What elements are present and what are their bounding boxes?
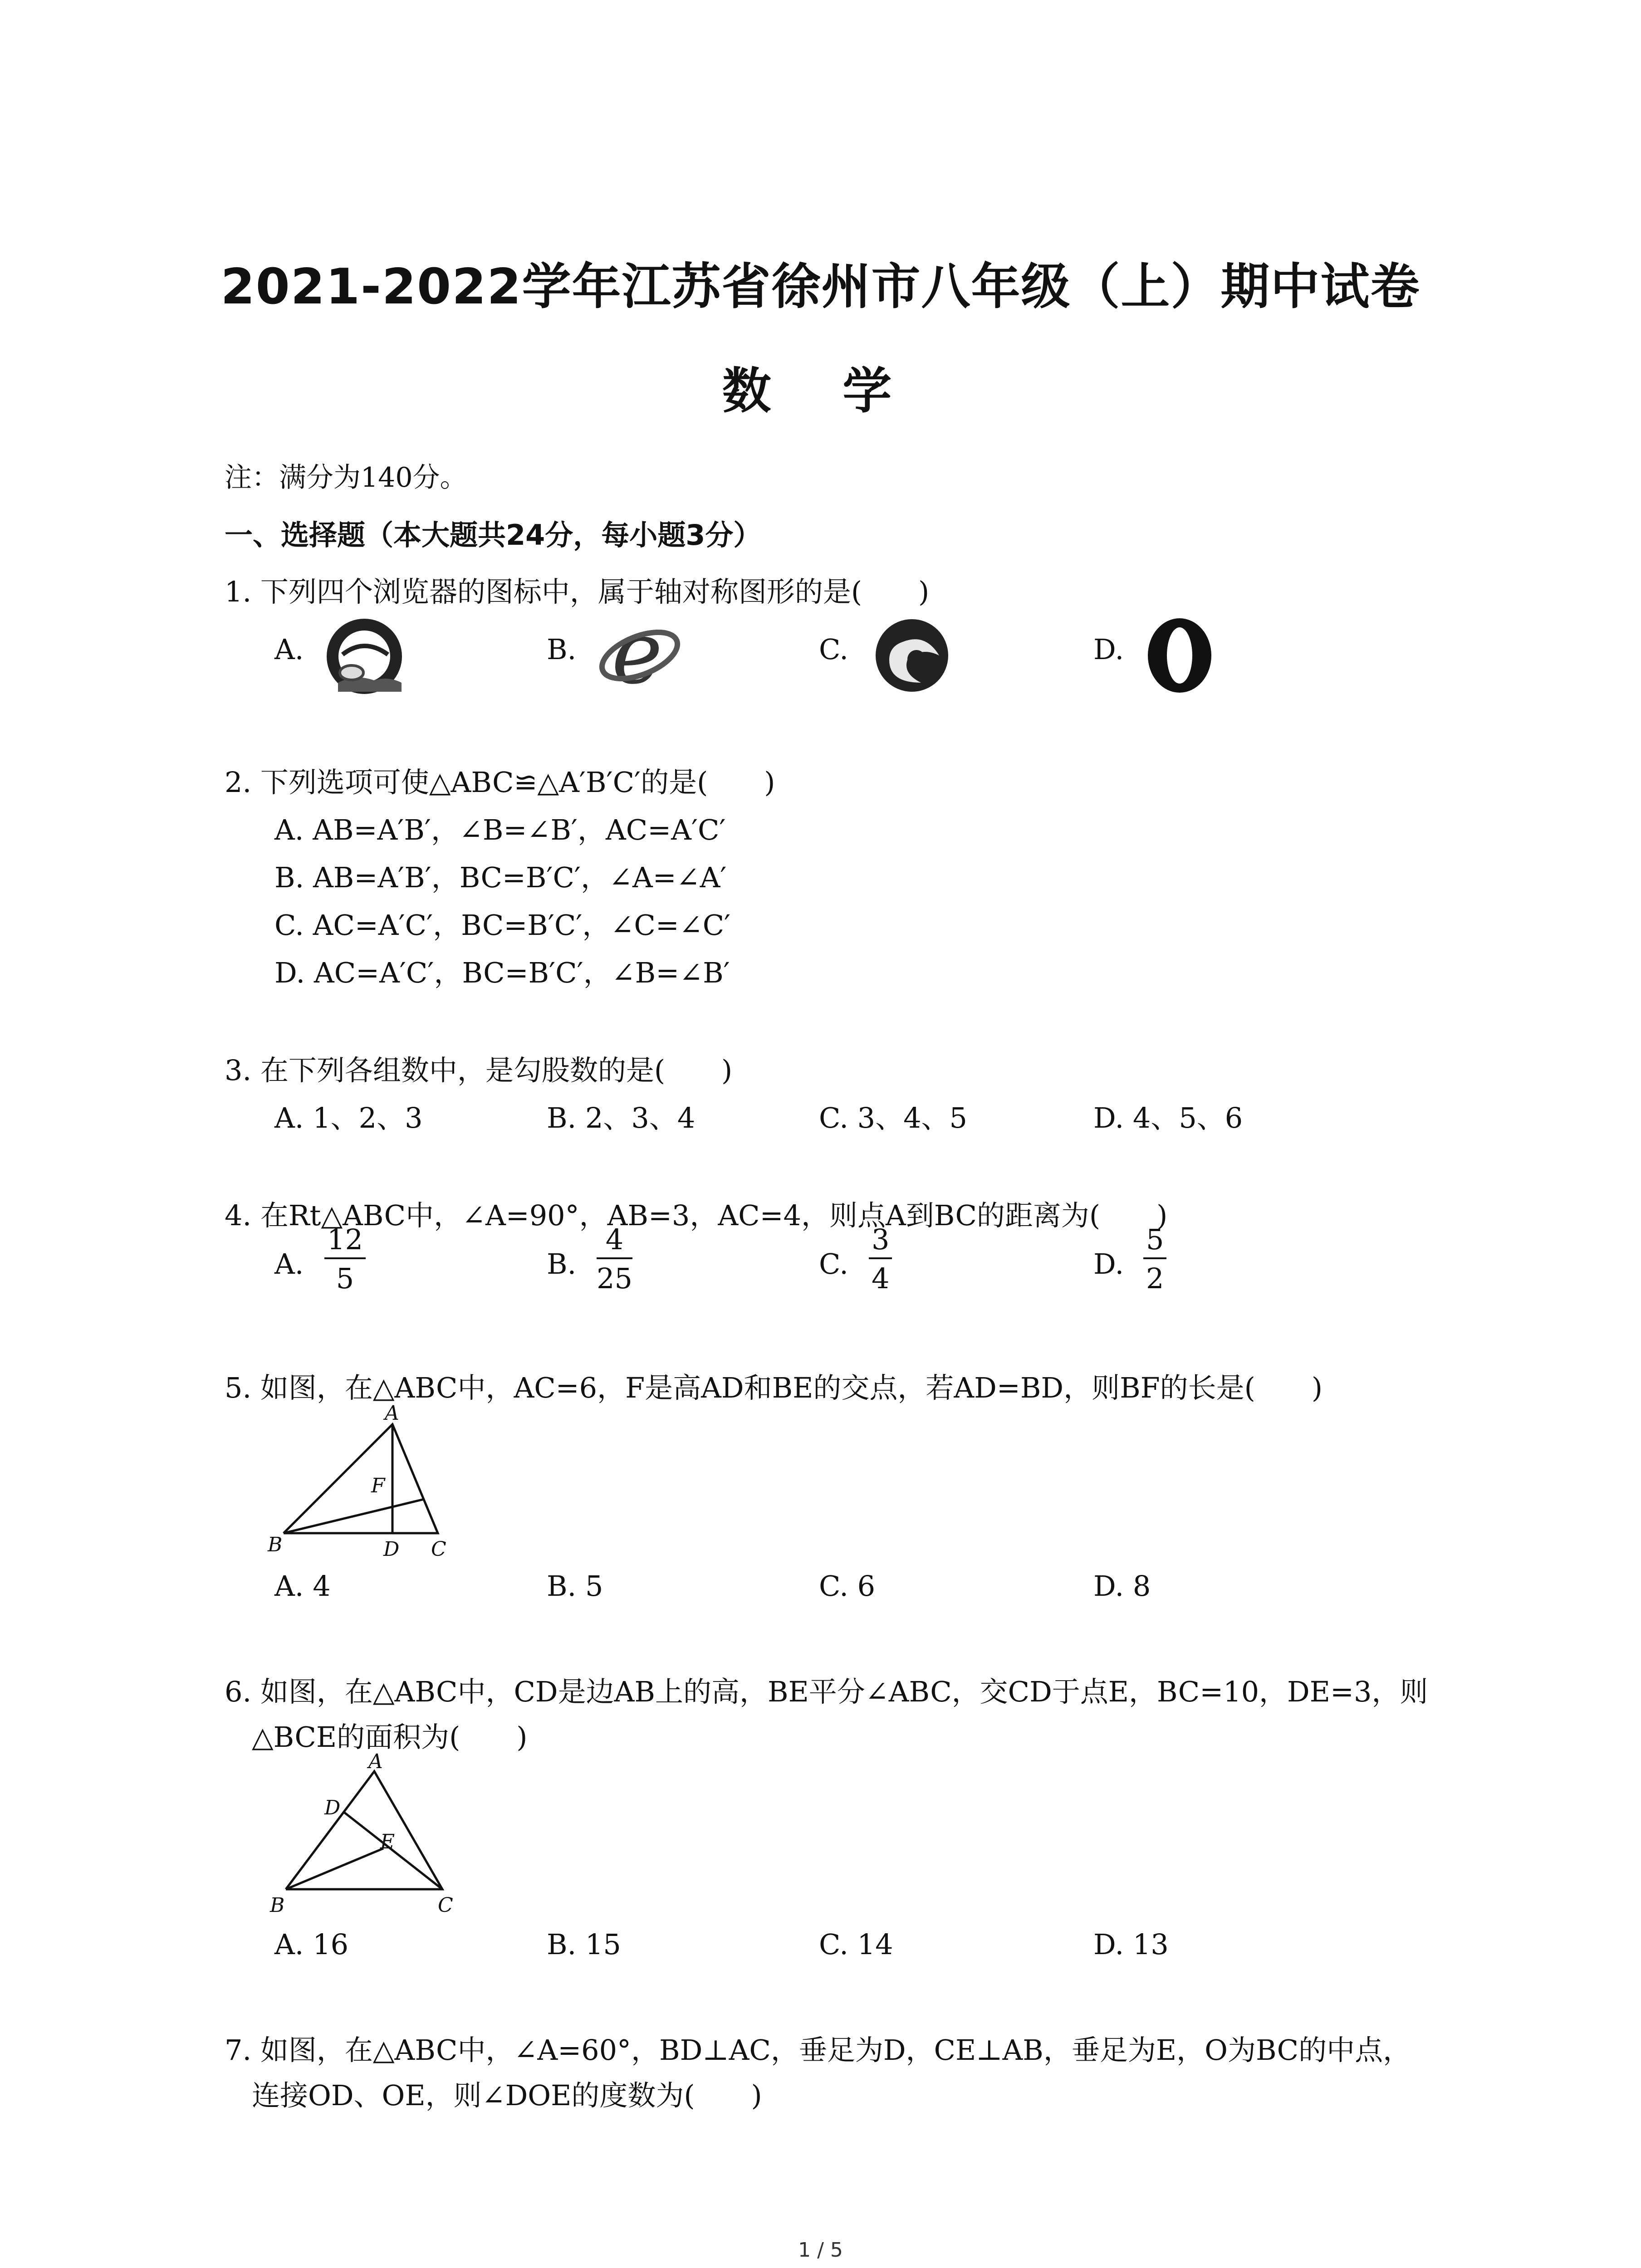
q4-a-numerator: 12 — [324, 1225, 366, 1259]
q4-option-d-fraction — [1143, 1225, 1166, 1294]
q6-option-a: A. 16 — [274, 1928, 349, 1961]
q5-option-d: D. 8 — [1093, 1569, 1151, 1603]
question-3-stem: 3. 在下列各组数中，是勾股数的是( ) — [225, 1054, 733, 1087]
page-number: 1 / 5 — [798, 2239, 843, 2262]
q3-option-d: D. 4、5、6 — [1093, 1101, 1243, 1134]
q5-option-b: B. 5 — [547, 1569, 603, 1603]
q6-label-b: B — [270, 1894, 285, 1917]
q1-option-a-label: A. — [274, 633, 304, 666]
q6-triangle-figure — [263, 1750, 472, 1919]
question-6-stem-line2: △BCE的面积为( ) — [252, 1721, 528, 1754]
edge-icon — [871, 615, 953, 696]
q6-label-e: E — [380, 1830, 395, 1853]
q4-option-d-label: D. — [1093, 1247, 1124, 1281]
q6-label-c: C — [438, 1894, 453, 1917]
svg-text:e: e — [612, 603, 663, 703]
question-7-stem-line1: 7. 如图，在△ABC中，∠A=60°，BD⊥AC，垂足为D，CE⊥AB，垂足为E，O为BC的中点， — [225, 2033, 1411, 2067]
question-7-stem-line2: 连接OD、OE，则∠DOE的度数为( ) — [252, 2079, 762, 2112]
q5-option-c: C. 6 — [819, 1569, 876, 1603]
q2-option-a: A. AB=A′B′，∠B=∠B′，AC=A′C′ — [274, 813, 726, 846]
q4-d-denominator: 2 — [1146, 1262, 1164, 1295]
q1-option-b-label: B. — [547, 633, 577, 666]
q4-b-denominator: 25 — [597, 1262, 632, 1295]
question-6-stem-line1: 6. 如图，在△ABC中，CD是边AB上的高，BE平分∠ABC，交CD于点E，BC=10，DE=3，则 — [225, 1675, 1428, 1708]
q4-option-a-label: A. — [274, 1247, 304, 1281]
exam-title: 2021-2022学年江苏省徐州市八年级（上）期中试卷 — [220, 259, 1421, 315]
q5-triangle-figure — [263, 1402, 454, 1565]
q5-label-b: B — [268, 1533, 283, 1556]
q4-b-numerator: 4 — [597, 1225, 632, 1259]
q2-option-c: C. AC=A′C′，BC=B′C′，∠C=∠C′ — [274, 909, 731, 942]
score-note: 注：满分为140分。 — [225, 462, 467, 494]
q6-label-d: D — [324, 1796, 341, 1819]
subject-title: 数 学 — [722, 363, 919, 420]
q6-option-b: B. 15 — [547, 1928, 621, 1961]
q6-option-c: C. 14 — [819, 1928, 893, 1961]
ie-icon — [599, 603, 681, 703]
browser-icon-a — [324, 619, 406, 696]
q5-label-a: A — [385, 1402, 399, 1425]
q4-option-b-label: B. — [547, 1247, 577, 1281]
q1-option-c-label: C. — [819, 633, 848, 666]
q5-label-f: F — [371, 1474, 385, 1497]
q4-option-c-label: C. — [819, 1247, 848, 1281]
q3-option-a: A. 1、2、3 — [274, 1101, 423, 1134]
q5-option-a: A. 4 — [274, 1569, 331, 1603]
q4-c-denominator: 4 — [872, 1262, 890, 1295]
opera-icon — [1143, 615, 1220, 696]
q1-option-d-label: D. — [1093, 633, 1124, 666]
q5-label-c: C — [431, 1538, 446, 1561]
question-5-stem: 5. 如图，在△ABC中，AC=6，F是高AD和BE的交点，若AD=BD，则BF的长是( ) — [225, 1371, 1323, 1404]
q4-d-numerator: 5 — [1143, 1225, 1166, 1259]
q4-option-a-fraction — [324, 1225, 366, 1294]
q4-option-b-fraction — [597, 1225, 632, 1294]
q2-option-b: B. AB=A′B′，BC=B′C′，∠A=∠A′ — [274, 861, 727, 894]
q4-option-c-fraction — [869, 1225, 892, 1294]
q5-label-d: D — [383, 1538, 400, 1561]
q6-label-a: A — [368, 1750, 383, 1773]
q6-option-d: D. 13 — [1093, 1928, 1169, 1961]
question-1-stem: 1. 下列四个浏览器的图标中，属于轴对称图形的是( ) — [225, 575, 930, 608]
q2-option-d: D. AC=A′C′，BC=B′C′，∠B=∠B′ — [274, 956, 730, 989]
q3-option-b: B. 2、3、4 — [547, 1101, 696, 1134]
question-2-stem: 2. 下列选项可使△ABC≌△A′B′C′的是( ) — [225, 766, 775, 799]
q4-a-denominator: 5 — [336, 1262, 354, 1295]
q3-option-c: C. 3、4、5 — [819, 1101, 967, 1134]
section-heading: 一、选择题（本大题共24分，每小题3分） — [225, 518, 762, 552]
question-4-stem: 4. 在Rt△ABC中，∠A=90°，AB=3，AC=4，则点A到BC的距离为( ) — [225, 1199, 1168, 1232]
q4-c-numerator: 3 — [869, 1225, 892, 1259]
